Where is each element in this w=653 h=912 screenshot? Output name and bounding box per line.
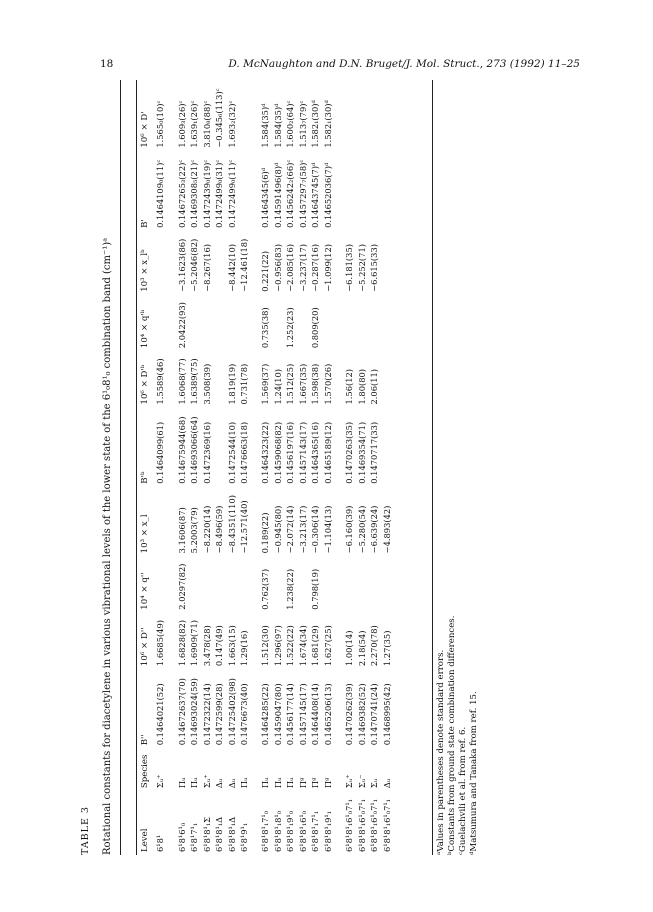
table-cell: 0.1470263(35) xyxy=(344,421,355,484)
table-cell: 2.0297(82) xyxy=(176,563,187,610)
table-cell: 6¹8¹ xyxy=(155,834,166,852)
table-cell: 0.221(22) xyxy=(260,250,271,292)
table-cell: 1.598(38) xyxy=(310,363,321,405)
table-cell: 0.1464408(14) xyxy=(310,683,321,746)
table-cell xyxy=(238,556,250,612)
table-row xyxy=(297,80,309,855)
table-cell: 6¹8¹8¹₁Σ xyxy=(201,816,212,852)
table-row xyxy=(356,80,368,855)
table-cell: Δᵤ xyxy=(381,778,392,789)
table-cell: 0.762(37) xyxy=(260,568,271,610)
table-cell: 1.627(25) xyxy=(322,625,333,667)
table-cell: 1.513₇(79)ᶜ xyxy=(297,100,308,148)
col-q-lower: 10⁴ × q'' xyxy=(140,572,150,610)
table-cell: 1.512(25) xyxy=(285,363,296,405)
table-cell: 1.296(97) xyxy=(272,625,283,667)
table-cell: −2.085(16) xyxy=(285,244,296,292)
table-cell: −6.639(24) xyxy=(369,505,380,554)
table-row xyxy=(213,80,225,855)
table-cell xyxy=(238,295,250,351)
table-cell xyxy=(188,295,200,351)
table-cell: 0.14591496(8)ᵈ xyxy=(272,162,283,228)
table-cell: 2.270(78) xyxy=(369,625,380,667)
col-x-upper-b: 10³ × x_lᵇ xyxy=(140,249,150,292)
table-cell: 0.1457145(17) xyxy=(297,683,308,746)
table-cell: 0.14725402(98) xyxy=(226,678,237,746)
table-cell xyxy=(343,80,355,151)
rotated-table-page xyxy=(80,80,490,855)
col-b-upper-b: B'ᵇ xyxy=(140,471,150,484)
table-cell: 1.609₃(26)ᶜ xyxy=(176,100,187,148)
table-cell xyxy=(297,556,309,612)
table-cell xyxy=(381,231,393,295)
table-cell: 1.27(35) xyxy=(381,630,392,667)
table-cell xyxy=(200,295,212,351)
rotational-constants-table xyxy=(138,80,393,855)
table-cell: 1.6389(75) xyxy=(189,358,200,405)
table-cell: 6¹8¹8¹₁6¹₀7¹₁ xyxy=(369,798,380,852)
table-cell: 1.238(22) xyxy=(285,568,296,610)
page-header xyxy=(100,58,580,74)
table-cell xyxy=(213,556,225,612)
table-row xyxy=(259,80,271,855)
table-cell: 6¹8¹8¹₁Δ xyxy=(226,816,237,852)
table-cell xyxy=(225,556,237,612)
group-spacer xyxy=(166,80,175,855)
col-d-upper: 10⁶ × D' xyxy=(140,111,150,148)
table-cell: 6¹8¹8¹₁Δ xyxy=(214,816,225,852)
table-cell: 0.1464021(52) xyxy=(155,683,166,746)
table-cell: 0.1472499₀(11)ᶜ xyxy=(226,159,237,228)
table-cell: −5.2046(82) xyxy=(189,238,200,292)
table-cell: 1.6685(49) xyxy=(155,620,166,667)
table-cell: −6.181(35) xyxy=(344,244,355,292)
table-cell: 1.565₀(10)ᶜ xyxy=(155,100,166,148)
table-cell xyxy=(343,151,355,231)
table-cell: 0.1457297₇(58)ᶜ xyxy=(297,159,308,228)
table-cell: 0.1459047(80) xyxy=(272,683,283,746)
footnote: ᵈMatsumura and Tanaka from ref. 15. xyxy=(469,691,479,855)
table-cell: −0.956(83) xyxy=(272,244,283,292)
table-cell: 0.1469382(52) xyxy=(356,683,367,746)
table-cell: 1.639₁(26)ᶜ xyxy=(189,100,200,148)
table-row xyxy=(343,80,355,855)
table-cell xyxy=(154,295,166,351)
table-cell xyxy=(225,295,237,351)
table-cell xyxy=(368,556,380,612)
table-cell: 0.14643745(7)ᵈ xyxy=(310,162,321,228)
table-cell: Πᵍ xyxy=(322,777,333,789)
table-cell: −3.237(17) xyxy=(297,244,308,292)
table-cell: 6¹8¹8¹₁6¹₀7¹₁ xyxy=(356,798,367,852)
table-cell: 0.1467265₃(22)ᶜ xyxy=(176,159,187,228)
table-cell: 6¹8¹8¹₁7¹₁ xyxy=(310,810,321,852)
table-row xyxy=(272,80,284,855)
bottom-rule xyxy=(432,80,433,855)
table-row xyxy=(238,80,250,855)
table-cell: Πᵤ xyxy=(239,777,249,789)
table-cell: 1.570(26) xyxy=(322,363,333,405)
col-species: Species xyxy=(140,754,150,789)
table-cell: 0.1470717(33) xyxy=(369,421,380,484)
table-cell xyxy=(188,556,200,612)
table-cell: 1.600₂(64)ᶜ xyxy=(285,100,296,148)
table-cell: 2.06(11) xyxy=(369,368,380,405)
table-row xyxy=(188,80,200,855)
table-cell: −0.287(16) xyxy=(310,244,321,292)
table-cell: 1.252(23) xyxy=(285,307,296,349)
table-cell xyxy=(154,231,166,295)
table-cell xyxy=(238,80,250,151)
table-cell xyxy=(213,295,225,351)
table-row xyxy=(175,80,187,855)
table-cell: −1.099(12) xyxy=(322,244,333,292)
table-cell: −5.280(54) xyxy=(356,505,367,554)
col-b-lower: B'' xyxy=(140,734,150,746)
table-cell: 0.1464109₀(11)ᶜ xyxy=(155,159,166,228)
table-cell xyxy=(322,295,334,351)
table-cell: 2.18(54) xyxy=(356,630,367,667)
table-cell xyxy=(356,151,368,231)
col-x-lower: 10³ × x_l xyxy=(140,514,150,554)
table-row xyxy=(368,80,380,855)
table-cell: 1.00(14) xyxy=(344,630,355,667)
group-spacer xyxy=(334,80,343,855)
page-number: 18 xyxy=(100,58,114,70)
table-cell: 0.1464345(6)ᵈ xyxy=(260,167,271,228)
table-cell: 1.512(30) xyxy=(260,625,271,667)
table-cell: Πᵍ xyxy=(297,777,308,789)
table-cell: 6¹8¹7¹₁ xyxy=(189,822,200,852)
table-cell: 1.674(34) xyxy=(297,625,308,667)
running-head: D. McNaughton and D.N. Bruget/J. Mol. Struct., 273 (1992) 11–25 xyxy=(228,58,580,70)
table-cell: 0.147(49) xyxy=(214,625,225,667)
table-cell xyxy=(381,408,393,487)
table-cell xyxy=(200,556,212,612)
table-cell: 5.2003(79) xyxy=(189,507,200,554)
table-cell: −5.252(71) xyxy=(356,244,367,292)
table-cell: −6.615(33) xyxy=(369,244,380,292)
table-cell: 6¹8¹8¹₁6¹₀7¹₁ xyxy=(381,798,392,852)
table-cell: Σᵤ⁺ xyxy=(344,774,355,789)
header-rule xyxy=(136,80,137,855)
table-cell: Πᵤ xyxy=(285,777,296,789)
table-cell: 0.735(38) xyxy=(260,307,271,349)
table-cell: 1.56(12) xyxy=(344,368,355,405)
table-cell: 0.1456242₂(66)ᶜ xyxy=(285,159,296,228)
table-header-row xyxy=(138,80,154,855)
table-cell: 1.6068(77) xyxy=(176,358,187,405)
table-cell: 0.14672637(70) xyxy=(176,678,187,746)
table-cell: 0.14693066(64) xyxy=(189,416,200,484)
col-d-upper-b: 10⁶ × D'ᵇ xyxy=(140,364,150,405)
table-cell: 0.1464099(61) xyxy=(155,421,166,484)
table-cell: 1.582₁(30)ᵈ xyxy=(310,100,321,148)
table-cell: 0.1457143(17) xyxy=(297,421,308,484)
col-b-upper: B' xyxy=(140,219,150,228)
table-cell: 1.5589(46) xyxy=(155,358,166,405)
table-row xyxy=(322,80,334,855)
table-cell xyxy=(322,556,334,612)
table-cell: 0.14675944(68) xyxy=(176,416,187,484)
table-cell: −1.104(13) xyxy=(322,505,333,554)
table-cell: 6¹8¹8¹₁7¹₀ xyxy=(260,810,271,852)
table-cell: 0.731(78) xyxy=(239,363,249,405)
table-cell: 0.1476673(40) xyxy=(239,683,249,746)
table-cell: 0.189(22) xyxy=(260,512,271,554)
table-label: TABLE 3 xyxy=(80,806,91,855)
table-cell: 0.1472499₀(31)ᶜ xyxy=(214,159,225,228)
table-cell: 1.584(35)ᵈ xyxy=(272,103,283,148)
table-cell: 6¹8¹8¹₁6¹₀ xyxy=(297,810,308,852)
table-cell: 0.1472369(16) xyxy=(201,421,212,484)
table-cell: 1.667(35) xyxy=(297,363,308,405)
table-cell: 1.584(35)ᵈ xyxy=(260,103,271,148)
table-cell: Πᵍ xyxy=(310,777,321,789)
table-cell: Δᵤ xyxy=(214,778,225,789)
table-cell: 1.693₂(32)ᶜ xyxy=(226,100,237,148)
table-cell: 0.1469354(71) xyxy=(356,421,367,484)
table-cell: 0.1459068(82) xyxy=(272,421,283,484)
table-cell: 1.819(19) xyxy=(226,363,237,405)
table-cell: Σᵤ xyxy=(369,778,380,789)
table-cell: −6.160(39) xyxy=(344,505,355,554)
table-cell: 1.582₁(30)ᵈ xyxy=(322,100,333,148)
table-cell: 1.569(37) xyxy=(260,363,271,405)
table-cell: 2.0422(93) xyxy=(176,302,187,349)
table-cell: 0.1465189(12) xyxy=(322,421,333,484)
table-cell: −12.571(40) xyxy=(239,500,249,554)
table-cell: −3.1623(86) xyxy=(176,238,187,292)
table-cell: 3.478(28) xyxy=(201,625,212,667)
table-cell: −4.893(42) xyxy=(381,505,392,554)
table-cell: 0.1464285(22) xyxy=(260,683,271,746)
table-cell: 0.1469308₅(21)ᶜ xyxy=(189,159,200,228)
table-cell: Δᵤ xyxy=(226,778,237,789)
table-row xyxy=(309,80,321,855)
table-cell: Σᵤ⁺ xyxy=(155,774,166,789)
table-cell: 0.1472322(14) xyxy=(201,683,212,746)
table-cell xyxy=(272,556,284,612)
table-cell: 0.1456197(16) xyxy=(285,421,296,484)
table-cell: Σᵤ⁺ xyxy=(201,774,212,789)
table-cell: −8.267(16) xyxy=(201,244,212,292)
table-cell xyxy=(356,295,368,351)
table-cell: 0.14693024(59) xyxy=(189,678,200,746)
table-cell: 0.809(20) xyxy=(310,307,321,349)
table-cell: −2.072(14) xyxy=(285,505,296,554)
table-cell: 3.508(39) xyxy=(201,363,212,405)
table-cell: Πᵤ xyxy=(189,777,200,789)
footnote: ᶜGuelachvili et al. from ref. 6. xyxy=(458,726,468,855)
table-cell: 1.24(10) xyxy=(272,368,283,405)
table-cell: 6¹8¹8¹₁6¹₀7¹₁ xyxy=(344,798,355,852)
table-cell xyxy=(368,295,380,351)
table-cell: 0.1468995(42) xyxy=(381,683,392,746)
table-cell: 0.1472439₀(19)ᶜ xyxy=(201,159,212,228)
table-cell: 1.663(15) xyxy=(226,625,237,667)
table-cell: 0.1465206(13) xyxy=(322,683,333,746)
table-cell: 0.1470741(24) xyxy=(369,683,380,746)
table-cell: −8.442(10) xyxy=(226,244,237,292)
table-cell: Πᵤ xyxy=(176,777,187,789)
table-cell xyxy=(154,556,166,612)
table-cell xyxy=(343,295,355,351)
table-cell: 6¹8¹8¹₁8¹₀ xyxy=(272,810,283,852)
table-cell xyxy=(381,556,393,612)
table-cell: −0.345₆(113)ᶜ xyxy=(214,88,225,148)
table-row xyxy=(225,80,237,855)
table-cell: 1.522(22) xyxy=(285,625,296,667)
table-cell: −8.496(59) xyxy=(214,505,225,554)
table-cell: 0.1464323(22) xyxy=(260,421,271,484)
col-level: Level xyxy=(140,828,150,852)
table-cell: 0.1472544(10) xyxy=(226,421,237,484)
footnote: ᵃValues in parentheses denote standard errors. xyxy=(436,649,446,855)
table-row xyxy=(381,80,393,855)
table-cell: Σᵤ⁻ xyxy=(356,774,367,789)
table-cell: 6¹8¹8¹₁9¹₀ xyxy=(285,810,296,852)
table-cell xyxy=(356,80,368,151)
table-body xyxy=(154,80,393,855)
table-cell: 0.1472599(28) xyxy=(214,683,225,746)
table-cell: 0.1476663(18) xyxy=(239,421,249,484)
table-cell xyxy=(343,556,355,612)
table-cell: 1.6909(71) xyxy=(189,620,200,667)
table-cell: 1.6828(82) xyxy=(176,620,187,667)
table-row xyxy=(200,80,212,855)
table-cell xyxy=(356,556,368,612)
table-cell: 6¹8¹8¹₁9¹₁ xyxy=(322,810,333,852)
table-cell xyxy=(381,80,393,151)
table-cell: 3.810₈(88)ᶜ xyxy=(201,100,212,148)
table-cell: 1.80(80) xyxy=(356,368,367,405)
table-cell: 0.1464365(16) xyxy=(310,421,321,484)
table-cell xyxy=(381,351,393,407)
table-cell xyxy=(272,295,284,351)
table-cell xyxy=(213,351,225,407)
footnote: ᵇConstants from ground state combination differences. xyxy=(447,615,457,855)
table-cell: 1.29(16) xyxy=(239,630,249,667)
table-caption: Rotational constants for diacetylene in various vibrational levels of the lower state of the 6¹₀8¹₀ combination band (cm⁻¹)ᵃ xyxy=(102,237,113,855)
table-cell: 3.1606(87) xyxy=(176,507,187,554)
table-cell: 1.681(29) xyxy=(310,625,321,667)
table-cell: 0.798(19) xyxy=(310,568,321,610)
col-q-upper-b: 10⁴ × q'ᵇ xyxy=(140,309,150,349)
table-cell xyxy=(368,151,380,231)
table-cell xyxy=(381,151,393,231)
table-cell: −12.461(18) xyxy=(239,238,249,292)
table-cell: 0.14652036(7)ᵈ xyxy=(322,162,333,228)
table-cell xyxy=(154,487,166,557)
table-cell: Πᵤ xyxy=(260,777,271,789)
table-cell xyxy=(213,231,225,295)
table-cell xyxy=(381,295,393,351)
group-spacer xyxy=(250,80,259,855)
table-cell xyxy=(368,80,380,151)
table-cell: −0.306(14) xyxy=(310,505,321,554)
table-cell: −3.213(17) xyxy=(297,505,308,554)
table-cell: 0.1456177(14) xyxy=(285,683,296,746)
table-cell: 0.1470262(39) xyxy=(344,683,355,746)
table-row xyxy=(284,80,296,855)
col-d-lower: 10⁶ × D'' xyxy=(140,627,150,667)
table-cell: 6¹8¹9¹₁ xyxy=(239,822,249,852)
table-cell: −0.945(80) xyxy=(272,505,283,554)
top-rule xyxy=(120,80,121,855)
table-cell: −8.220(14) xyxy=(201,505,212,554)
table-cell xyxy=(297,295,309,351)
table-cell xyxy=(213,408,225,487)
table-row xyxy=(154,80,166,855)
table-cell: 6¹8¹6¹₀ xyxy=(176,822,187,852)
table-cell: Πᵤ xyxy=(272,777,283,789)
table-cell xyxy=(238,151,250,231)
table-cell: −8.4351(110) xyxy=(226,495,237,554)
